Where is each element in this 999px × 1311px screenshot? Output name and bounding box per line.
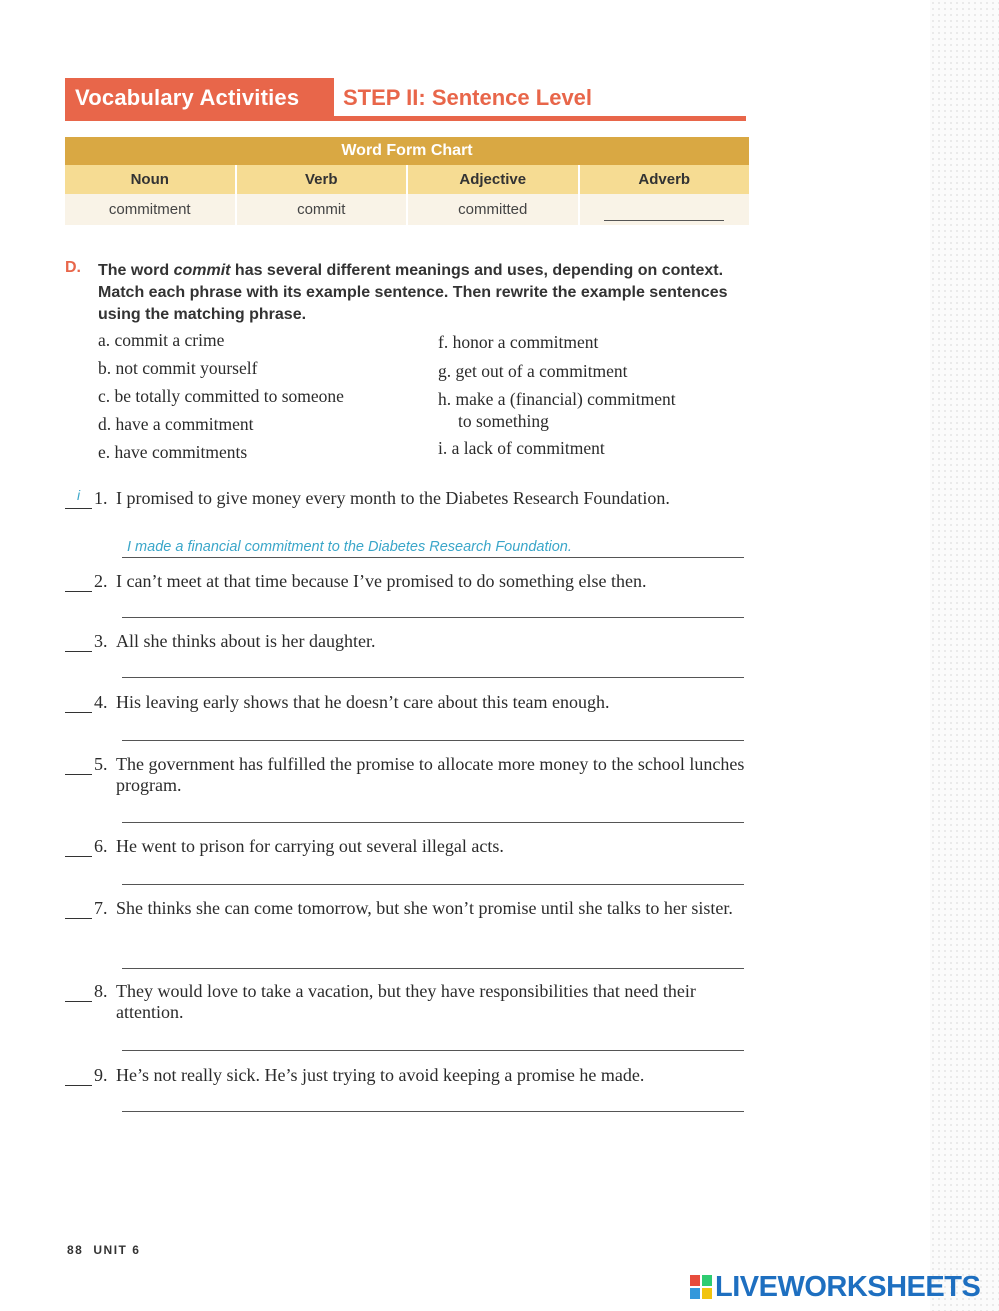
item-number: 6. [94, 836, 108, 856]
item-sentence: I promised to give money every month to the Diabetes Research Foundation. [116, 488, 670, 508]
instructions-text-after: has several different meanings and uses, depending on context. Match each phrase with its example sentence. Then rewrite the example sentences using the matching phrase. [98, 262, 728, 323]
rewrite-answer-input[interactable] [122, 862, 744, 885]
option-text: not commit yourself [115, 358, 258, 378]
instructions-text-before: The word [98, 262, 174, 279]
rewrite-answer-input[interactable] [122, 946, 744, 969]
option-d [98, 414, 254, 435]
option-letter: a. [98, 330, 111, 350]
exercise-item-3 [65, 631, 755, 681]
option-f [438, 332, 598, 353]
option-letter: i. [438, 438, 448, 458]
item-sentence: His leaving early shows that he doesn’t care about this team enough. [116, 692, 610, 712]
answer-letter-input[interactable] [65, 754, 92, 775]
word-form-chart [65, 137, 749, 225]
chart-column-verb: Verb [237, 165, 409, 194]
chart-cell-adjective: committed [408, 194, 580, 225]
option-g [438, 361, 628, 382]
answer-letter-input[interactable] [65, 981, 92, 1002]
chart-cell-noun: commitment [65, 194, 237, 225]
instructions-emphasis: commit [173, 262, 231, 279]
exercise-instructions [98, 260, 748, 326]
option-b [98, 358, 257, 379]
option-letter: g. [438, 361, 452, 381]
liveworksheets-logo-icon [690, 1275, 712, 1299]
rewrite-answer-input[interactable] [122, 1089, 744, 1112]
chart-data-row [65, 194, 749, 225]
option-text: a lack of commitment [451, 438, 605, 458]
logo-square-blue [690, 1288, 700, 1299]
option-letter: d. [98, 414, 112, 434]
option-letter: b. [98, 358, 112, 378]
item-number: 9. [94, 1065, 108, 1085]
rewrite-answer-input[interactable] [122, 1028, 744, 1051]
exercise-item-5 [65, 754, 755, 824]
chart-column-adverb: Adverb [580, 165, 750, 194]
option-text: be totally committed to someone [114, 386, 344, 406]
rewrite-answer-input[interactable] [122, 655, 744, 678]
chart-title: Word Form Chart [65, 137, 749, 165]
option-text: have a commitment [115, 414, 254, 434]
option-text: have commitments [114, 442, 248, 462]
item-number: 7. [94, 898, 108, 918]
answer-letter-input[interactable] [65, 692, 92, 713]
item-number: 2. [94, 571, 108, 591]
option-i [438, 438, 605, 459]
adverb-blank-input[interactable] [604, 200, 724, 221]
answer-letter-input[interactable]: i [65, 488, 92, 509]
option-c [98, 386, 344, 407]
option-text: make a (financial) commitment [455, 389, 676, 409]
option-text: get out of a commitment [455, 361, 628, 381]
exercise-item-7 [65, 898, 755, 970]
exercise-item-9 [65, 1065, 755, 1115]
answer-letter-input[interactable] [65, 571, 92, 592]
step-title: STEP II: Sentence Level [343, 85, 593, 110]
option-letter: e. [98, 442, 111, 462]
item-sentence: He went to prison for carrying out several illegal acts. [116, 836, 504, 856]
answer-letter-input[interactable] [65, 898, 92, 919]
item-number: 8. [94, 981, 108, 1001]
option-e [98, 442, 247, 463]
option-a [98, 330, 224, 351]
page-edge-texture [930, 0, 999, 1311]
exercise-item-2 [65, 571, 755, 621]
option-h [438, 389, 676, 410]
chart-cell-verb: commit [237, 194, 409, 225]
logo-square-red [690, 1275, 700, 1286]
exercise-item-8 [65, 981, 755, 1053]
item-sentence: The government has fulfilled the promise to allocate more money to the school lunches program. [116, 754, 745, 795]
header-rule [65, 116, 746, 121]
exercise-item-4 [65, 692, 755, 742]
rewrite-answer-text: I made a financial commitment to the Diabetes Research Foundation. [127, 539, 572, 555]
rewrite-answer-input[interactable] [122, 535, 744, 558]
chart-column-noun: Noun [65, 165, 237, 194]
item-number: 4. [94, 692, 108, 712]
chart-header-row [65, 165, 749, 194]
option-letter: h. [438, 389, 452, 409]
answer-letter-input[interactable] [65, 836, 92, 857]
liveworksheets-brand[interactable] [690, 1270, 980, 1304]
chart-column-adjective: Adjective [408, 165, 580, 194]
logo-square-yellow [702, 1288, 712, 1299]
page-footer [67, 1243, 140, 1257]
item-number: 1. [94, 488, 108, 508]
item-sentence: She thinks she can come tomorrow, but she won’t promise until she talks to her sister. [116, 898, 733, 918]
item-sentence: He’s not really sick. He’s just trying to avoid keeping a promise he made. [116, 1065, 645, 1085]
item-sentence: All she thinks about is her daughter. [116, 631, 376, 651]
answer-letter-input[interactable] [65, 631, 92, 652]
rewrite-answer-input[interactable] [122, 595, 744, 618]
exercise-item-6 [65, 836, 755, 886]
item-sentence: I can’t meet at that time because I’ve promised to do something else then. [116, 571, 647, 591]
rewrite-answer-input[interactable] [122, 718, 744, 741]
item-number: 5. [94, 754, 108, 774]
unit-label: UNIT 6 [93, 1243, 141, 1257]
item-number: 3. [94, 631, 108, 651]
brand-text: LIVEWORKSHEETS [715, 1270, 981, 1303]
logo-square-green [702, 1275, 712, 1286]
section-header [65, 78, 746, 124]
exercise-item-1 [65, 488, 755, 558]
option-text: to something [458, 411, 549, 431]
option-letter: f. [438, 332, 449, 352]
rewrite-answer-input[interactable] [122, 800, 744, 823]
option-text: honor a commitment [452, 332, 599, 352]
answer-letter-input[interactable] [65, 1065, 92, 1086]
section-title: Vocabulary Activities [65, 78, 334, 118]
option-text: commit a crime [114, 330, 225, 350]
item-sentence: They would love to take a vacation, but they have responsibilities that need their attention. [116, 981, 696, 1022]
option-h-continuation [458, 411, 549, 432]
chart-cell-adverb [580, 194, 750, 225]
exercise-letter: D. [65, 259, 81, 276]
page-number: 88 [67, 1243, 84, 1257]
option-letter: c. [98, 386, 111, 406]
